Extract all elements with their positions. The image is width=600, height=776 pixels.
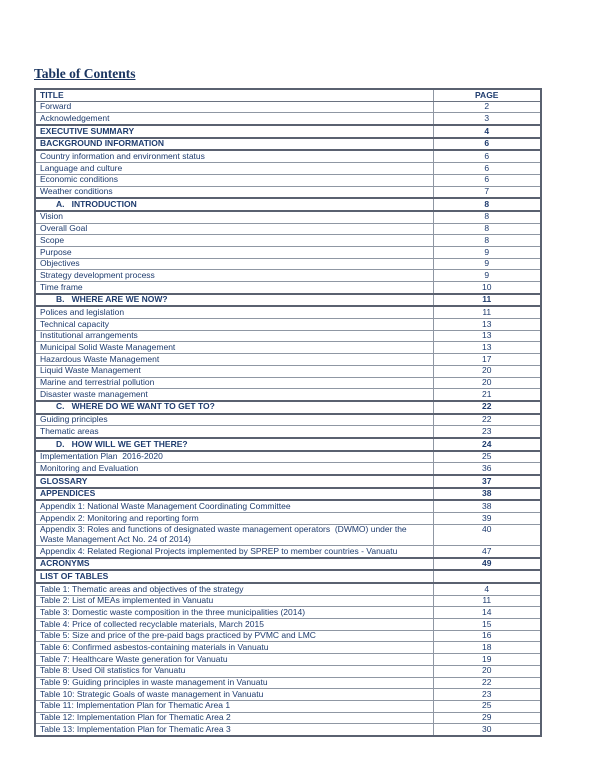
toc-row-page: 13 <box>433 319 541 331</box>
toc-row <box>35 282 541 294</box>
toc-row <box>35 306 541 318</box>
toc-row-page: 10 <box>433 282 541 294</box>
toc-row <box>35 712 541 724</box>
toc-row <box>35 174 541 186</box>
toc-row-title: Table 9: Guiding principles in waste management in Vanuatu <box>35 677 433 689</box>
toc-row <box>35 125 541 138</box>
toc-row-title: Appendix 2: Monitoring and reporting form <box>35 513 433 525</box>
toc-row-title: Table 6: Confirmed asbestos-containing materials in Vanuatu <box>35 642 433 654</box>
toc-row-page: 24 <box>433 438 541 451</box>
toc-row-page: 20 <box>433 665 541 677</box>
toc-row-title: Table 11: Implementation Plan for Thematic Area 1 <box>35 700 433 712</box>
toc-row <box>35 545 541 557</box>
toc-row-page: 13 <box>433 342 541 354</box>
toc-row <box>35 570 541 583</box>
toc-row <box>35 138 541 151</box>
toc-header-page: PAGE <box>433 89 541 101</box>
toc-row-title: Table 13: Implementation Plan for Thematic Area 3 <box>35 724 433 736</box>
toc-row-title: Time frame <box>35 282 433 294</box>
toc-row-title: Strategy development process <box>35 270 433 282</box>
toc-row-page: 8 <box>433 235 541 247</box>
toc-row-title: Appendix 4: Related Regional Projects implemented by SPREP to member countries - Vanuatu <box>35 545 433 557</box>
toc-row-page: 2 <box>433 101 541 113</box>
toc-row-title: BACKGROUND INFORMATION <box>35 138 433 151</box>
toc-row <box>35 700 541 712</box>
toc-row <box>35 246 541 258</box>
toc-row <box>35 583 541 595</box>
toc-row <box>35 463 541 475</box>
toc-row <box>35 724 541 736</box>
toc-row <box>35 595 541 607</box>
toc-row-page: 3 <box>433 113 541 125</box>
toc-table <box>34 88 542 737</box>
toc-row-title: Implementation Plan 2016-2020 <box>35 451 433 463</box>
toc-row-title: Institutional arrangements <box>35 330 433 342</box>
toc-row-page: 6 <box>433 163 541 175</box>
toc-row <box>35 665 541 677</box>
toc-row-page: 22 <box>433 414 541 426</box>
toc-row-title: Table 10: Strategic Goals of waste management in Vanuatu <box>35 689 433 701</box>
toc-row-title: Country information and environment status <box>35 150 433 162</box>
toc-row <box>35 223 541 235</box>
toc-row-page: 6 <box>433 174 541 186</box>
toc-row-title: Table 2: List of MEAs implemented in Vanuatu <box>35 595 433 607</box>
toc-row-page: 37 <box>433 475 541 488</box>
toc-row-page: 14 <box>433 607 541 619</box>
toc-row-page: 9 <box>433 270 541 282</box>
toc-row-page: 6 <box>433 138 541 151</box>
toc-row-title: Hazardous Waste Management <box>35 354 433 366</box>
toc-row <box>35 101 541 113</box>
toc-row-title: Table 1: Thematic areas and objectives of the strategy <box>35 583 433 595</box>
toc-row-page: 21 <box>433 389 541 401</box>
toc-row <box>35 258 541 270</box>
toc-row <box>35 677 541 689</box>
toc-row <box>35 270 541 282</box>
toc-row-title: GLOSSARY <box>35 475 433 488</box>
toc-row-page: 15 <box>433 619 541 631</box>
toc-row-title: Marine and terrestrial pollution <box>35 377 433 389</box>
toc-row <box>35 365 541 377</box>
toc-row <box>35 630 541 642</box>
toc-row-page: 22 <box>433 401 541 414</box>
toc-row-page: 11 <box>433 294 541 307</box>
toc-row-page: 36 <box>433 463 541 475</box>
toc-row-title: Acknowledgement <box>35 113 433 125</box>
toc-row-title: Weather conditions <box>35 186 433 198</box>
toc-row-page: 23 <box>433 689 541 701</box>
toc-row-title: Table 7: Healthcare Waste generation for Vanuatu <box>35 654 433 666</box>
toc-row-page: 17 <box>433 354 541 366</box>
toc-row <box>35 414 541 426</box>
toc-row-page: 9 <box>433 258 541 270</box>
toc-row-title: Guiding principles <box>35 414 433 426</box>
toc-row-page: 8 <box>433 198 541 211</box>
toc-row <box>35 211 541 223</box>
toc-row-title: LIST OF TABLES <box>35 570 433 583</box>
toc-row-title: Monitoring and Evaluation <box>35 463 433 475</box>
toc-row-page: 38 <box>433 500 541 512</box>
toc-row-title: Scope <box>35 235 433 247</box>
toc-row-title: EXECUTIVE SUMMARY <box>35 125 433 138</box>
toc-row-title: Table 4: Price of collected recyclable materials, March 2015 <box>35 619 433 631</box>
toc-row-title: Economic conditions <box>35 174 433 186</box>
toc-row <box>35 186 541 198</box>
toc-row <box>35 426 541 438</box>
toc-row <box>35 488 541 501</box>
toc-row-title: Table 12: Implementation Plan for Thematic Area 2 <box>35 712 433 724</box>
toc-row <box>35 558 541 571</box>
toc-row-title: Appendix 1: National Waste Management Coordinating Committee <box>35 500 433 512</box>
toc-row-title: Thematic areas <box>35 426 433 438</box>
toc-row-page: 7 <box>433 186 541 198</box>
toc-row <box>35 524 541 545</box>
toc-row-page: 13 <box>433 330 541 342</box>
toc-row-page: 29 <box>433 712 541 724</box>
toc-header-row <box>35 89 541 101</box>
toc-row-title: A. INTRODUCTION <box>35 198 433 211</box>
toc-row <box>35 150 541 162</box>
toc-row-page: 40 <box>433 524 541 545</box>
toc-row-page: 4 <box>433 125 541 138</box>
toc-row-page: 8 <box>433 223 541 235</box>
toc-row <box>35 654 541 666</box>
toc-row-title: Vision <box>35 211 433 223</box>
toc-row-page: 47 <box>433 545 541 557</box>
toc-row-page: 18 <box>433 642 541 654</box>
toc-row-title: Table 8: Used Oil statistics for Vanuatu <box>35 665 433 677</box>
toc-row-title: Liquid Waste Management <box>35 365 433 377</box>
toc-row-page: 23 <box>433 426 541 438</box>
toc-row-title: Table 3: Domestic waste composition in the three municipalities (2014) <box>35 607 433 619</box>
toc-row <box>35 513 541 525</box>
toc-row-title: Overall Goal <box>35 223 433 235</box>
toc-row-page: 19 <box>433 654 541 666</box>
toc-row-title: APPENDICES <box>35 488 433 501</box>
toc-row <box>35 389 541 401</box>
toc-row <box>35 354 541 366</box>
toc-row-page: 38 <box>433 488 541 501</box>
toc-row <box>35 163 541 175</box>
toc-row-page: 4 <box>433 583 541 595</box>
toc-row-title: Forward <box>35 101 433 113</box>
toc-row-title: Disaster waste management <box>35 389 433 401</box>
toc-row-page: 20 <box>433 365 541 377</box>
toc-row-title: B. WHERE ARE WE NOW? <box>35 294 433 307</box>
toc-header-title: TITLE <box>35 89 433 101</box>
toc-row-page: 9 <box>433 246 541 258</box>
toc-body <box>35 101 541 736</box>
toc-row-title: ACRONYMS <box>35 558 433 571</box>
toc-row-title: Objectives <box>35 258 433 270</box>
toc-row-page: 20 <box>433 377 541 389</box>
toc-row-page: 25 <box>433 700 541 712</box>
toc-row-title: D. HOW WILL WE GET THERE? <box>35 438 433 451</box>
toc-row <box>35 500 541 512</box>
toc-row <box>35 198 541 211</box>
toc-row-title: C. WHERE DO WE WANT TO GET TO? <box>35 401 433 414</box>
toc-row-title: Language and culture <box>35 163 433 175</box>
toc-table-header <box>35 89 541 101</box>
toc-row-page: 25 <box>433 451 541 463</box>
toc-row-page: 22 <box>433 677 541 689</box>
toc-row-page: 16 <box>433 630 541 642</box>
toc-row <box>35 689 541 701</box>
toc-row-page: 11 <box>433 595 541 607</box>
toc-row <box>35 619 541 631</box>
toc-row-title: Appendix 3: Roles and functions of designated waste management operators (DWMO) under the Waste Management Act No. 24 of 2014) <box>35 524 433 545</box>
toc-row-title: Municipal Solid Waste Management <box>35 342 433 354</box>
toc-row-title: Purpose <box>35 246 433 258</box>
toc-row-page: 8 <box>433 211 541 223</box>
toc-row-title: Polices and legislation <box>35 306 433 318</box>
toc-row <box>35 438 541 451</box>
toc-row-page: 30 <box>433 724 541 736</box>
toc-row <box>35 330 541 342</box>
toc-row <box>35 113 541 125</box>
toc-row-page: 49 <box>433 558 541 571</box>
toc-row <box>35 451 541 463</box>
toc-row-page: 11 <box>433 306 541 318</box>
toc-row <box>35 319 541 331</box>
toc-row <box>35 475 541 488</box>
toc-row-page: 6 <box>433 150 541 162</box>
toc-row <box>35 401 541 414</box>
toc-row-title: Table 5: Size and price of the pre-paid bags practiced by PVMC and LMC <box>35 630 433 642</box>
toc-row-page <box>433 570 541 583</box>
toc-row <box>35 607 541 619</box>
page-title: Table of Contents <box>34 66 136 81</box>
toc-row <box>35 642 541 654</box>
toc-row <box>35 235 541 247</box>
toc-row-page: 39 <box>433 513 541 525</box>
toc-row <box>35 342 541 354</box>
toc-row <box>35 377 541 389</box>
toc-row <box>35 294 541 307</box>
toc-row-title: Technical capacity <box>35 319 433 331</box>
